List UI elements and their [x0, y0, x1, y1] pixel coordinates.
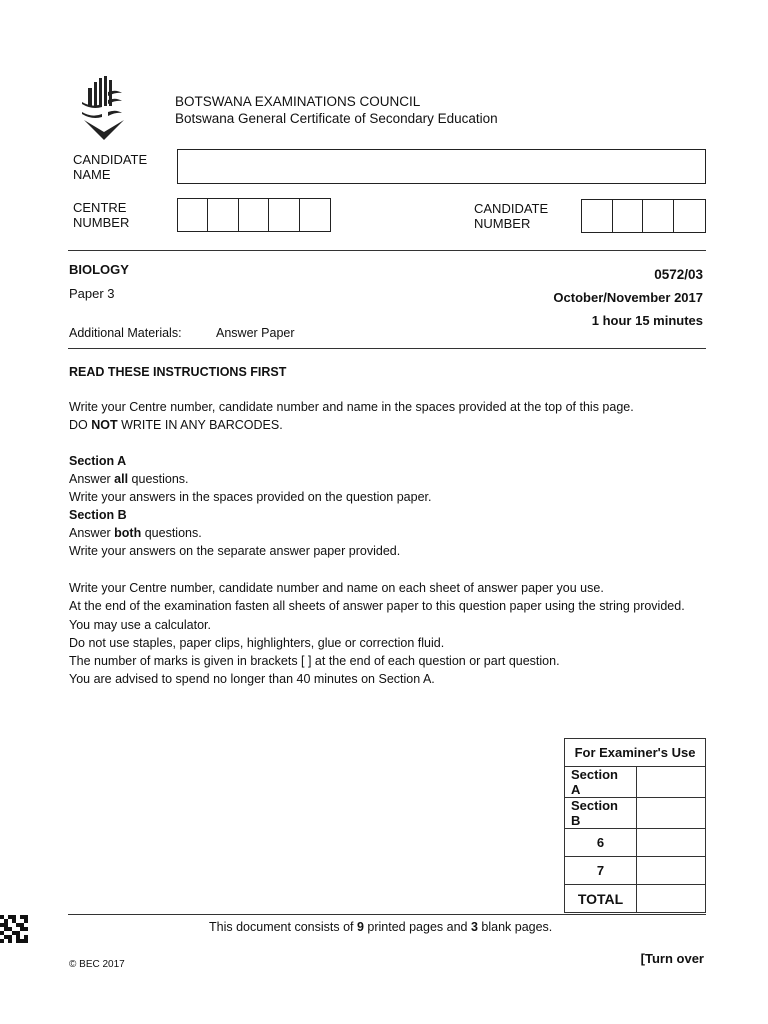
council-header: [175, 93, 498, 127]
instruction-emphasis: all: [114, 472, 129, 486]
instruction-line: [69, 524, 709, 542]
centre-number-cell[interactable]: [178, 199, 208, 231]
paper-number: Paper 3: [69, 286, 115, 301]
candidate-number-cell[interactable]: [582, 200, 613, 232]
bec-logo-icon: [78, 72, 130, 142]
instruction-text: DO: [69, 418, 92, 432]
instruction-emphasis: both: [114, 526, 142, 540]
candidate-name-label-line1: CANDIDATE: [73, 152, 148, 167]
candidate-number-label: [474, 201, 548, 231]
candidate-number-cell[interactable]: [613, 200, 644, 232]
page-count-statement: [209, 920, 552, 934]
instruction-line: You are advised to spend no longer than 40 minutes on Section A.: [69, 672, 435, 686]
materials-label: Additional Materials:: [69, 326, 182, 340]
footer-text: This document consists of: [209, 920, 357, 934]
mark-cell[interactable]: [637, 857, 706, 885]
instruction-line: Write your Centre number, candidate number and name in the spaces provided at the top of this page.: [69, 400, 634, 414]
paper-code: 0572/03: [654, 267, 703, 282]
instructions-heading: READ THESE INSTRUCTIONS FIRST: [69, 365, 287, 379]
centre-number-label-line1: CENTRE: [73, 200, 127, 215]
mark-cell[interactable]: [637, 885, 706, 913]
instructions-intro: [69, 398, 709, 434]
centre-number-cell[interactable]: [269, 199, 299, 231]
instruction-line: You may use a calculator.: [69, 618, 211, 632]
instruction-text: questions.: [141, 526, 202, 540]
section-b-title: Section B: [69, 508, 127, 522]
candidate-number-label-line2: NUMBER: [474, 216, 531, 231]
instruction-line: The number of marks is given in brackets [ ] at the end of each question or part question.: [69, 654, 560, 668]
instruction-line: [69, 416, 709, 434]
instruction-text: Answer: [69, 526, 115, 540]
footer-text: printed pages and: [363, 920, 471, 934]
candidate-number-cell[interactable]: [643, 200, 674, 232]
table-row-label: Section A: [565, 767, 637, 798]
candidate-number-field[interactable]: [581, 199, 706, 233]
instruction-line: Write your Centre number, candidate number and name on each sheet of answer paper you use.: [69, 581, 604, 595]
centre-number-field[interactable]: [177, 198, 331, 232]
candidate-name-label-line2: NAME: [73, 167, 111, 182]
instruction-line: Write your answers in the spaces provided on the question paper.: [69, 490, 432, 504]
table-row-label: 6: [565, 829, 637, 857]
exam-duration: 1 hour 15 minutes: [591, 313, 703, 328]
printed-pages-count: 9: [356, 920, 364, 934]
mark-cell[interactable]: [637, 767, 706, 798]
examiners-use-table: [564, 738, 706, 913]
certificate-name: Botswana General Certificate of Secondary Education: [175, 111, 498, 126]
council-name: BOTSWANA EXAMINATIONS COUNCIL: [175, 94, 421, 109]
table-row-label: Section B: [565, 798, 637, 829]
divider: [68, 348, 706, 349]
general-instructions: [69, 579, 709, 688]
candidate-name-label: [73, 152, 147, 182]
footer-text: blank pages.: [477, 920, 553, 934]
turn-over: [Turn over: [640, 951, 704, 966]
materials-value: Answer Paper: [216, 326, 295, 340]
barcode-icon: [0, 915, 28, 943]
instruction-text: WRITE IN ANY BARCODES.: [117, 418, 283, 432]
copyright: © BEC 2017: [69, 959, 125, 970]
instruction-text: Answer: [69, 472, 115, 486]
examiners-use-title: For Examiner's Use: [565, 739, 706, 767]
centre-number-label-line2: NUMBER: [73, 215, 130, 230]
divider: [68, 914, 706, 915]
table-row-label: TOTAL: [565, 885, 637, 913]
centre-number-cell[interactable]: [208, 199, 238, 231]
divider: [68, 250, 706, 251]
candidate-number-cell[interactable]: [674, 200, 705, 232]
instruction-line: Write your answers on the separate answer paper provided.: [69, 544, 401, 558]
instruction-line: Do not use staples, paper clips, highlighters, glue or correction fluid.: [69, 636, 445, 650]
instruction-line: [69, 470, 709, 488]
mark-cell[interactable]: [637, 798, 706, 829]
section-a-title: Section A: [69, 454, 127, 468]
subject-title: BIOLOGY: [69, 262, 129, 277]
exam-session: October/November 2017: [553, 290, 703, 305]
instruction-text: questions.: [128, 472, 189, 486]
mark-cell[interactable]: [637, 829, 706, 857]
centre-number-label: [73, 200, 129, 230]
centre-number-cell[interactable]: [239, 199, 269, 231]
table-row-label: 7: [565, 857, 637, 885]
candidate-number-label-line1: CANDIDATE: [474, 201, 549, 216]
blank-pages-count: 3: [470, 920, 478, 934]
section-a-instructions: [69, 452, 709, 560]
instruction-line: At the end of the examination fasten all sheets of answer paper to this question paper using the string provided.: [69, 599, 685, 613]
centre-number-cell[interactable]: [300, 199, 330, 231]
instruction-emphasis: NOT: [91, 418, 118, 432]
candidate-name-field[interactable]: [177, 149, 706, 184]
